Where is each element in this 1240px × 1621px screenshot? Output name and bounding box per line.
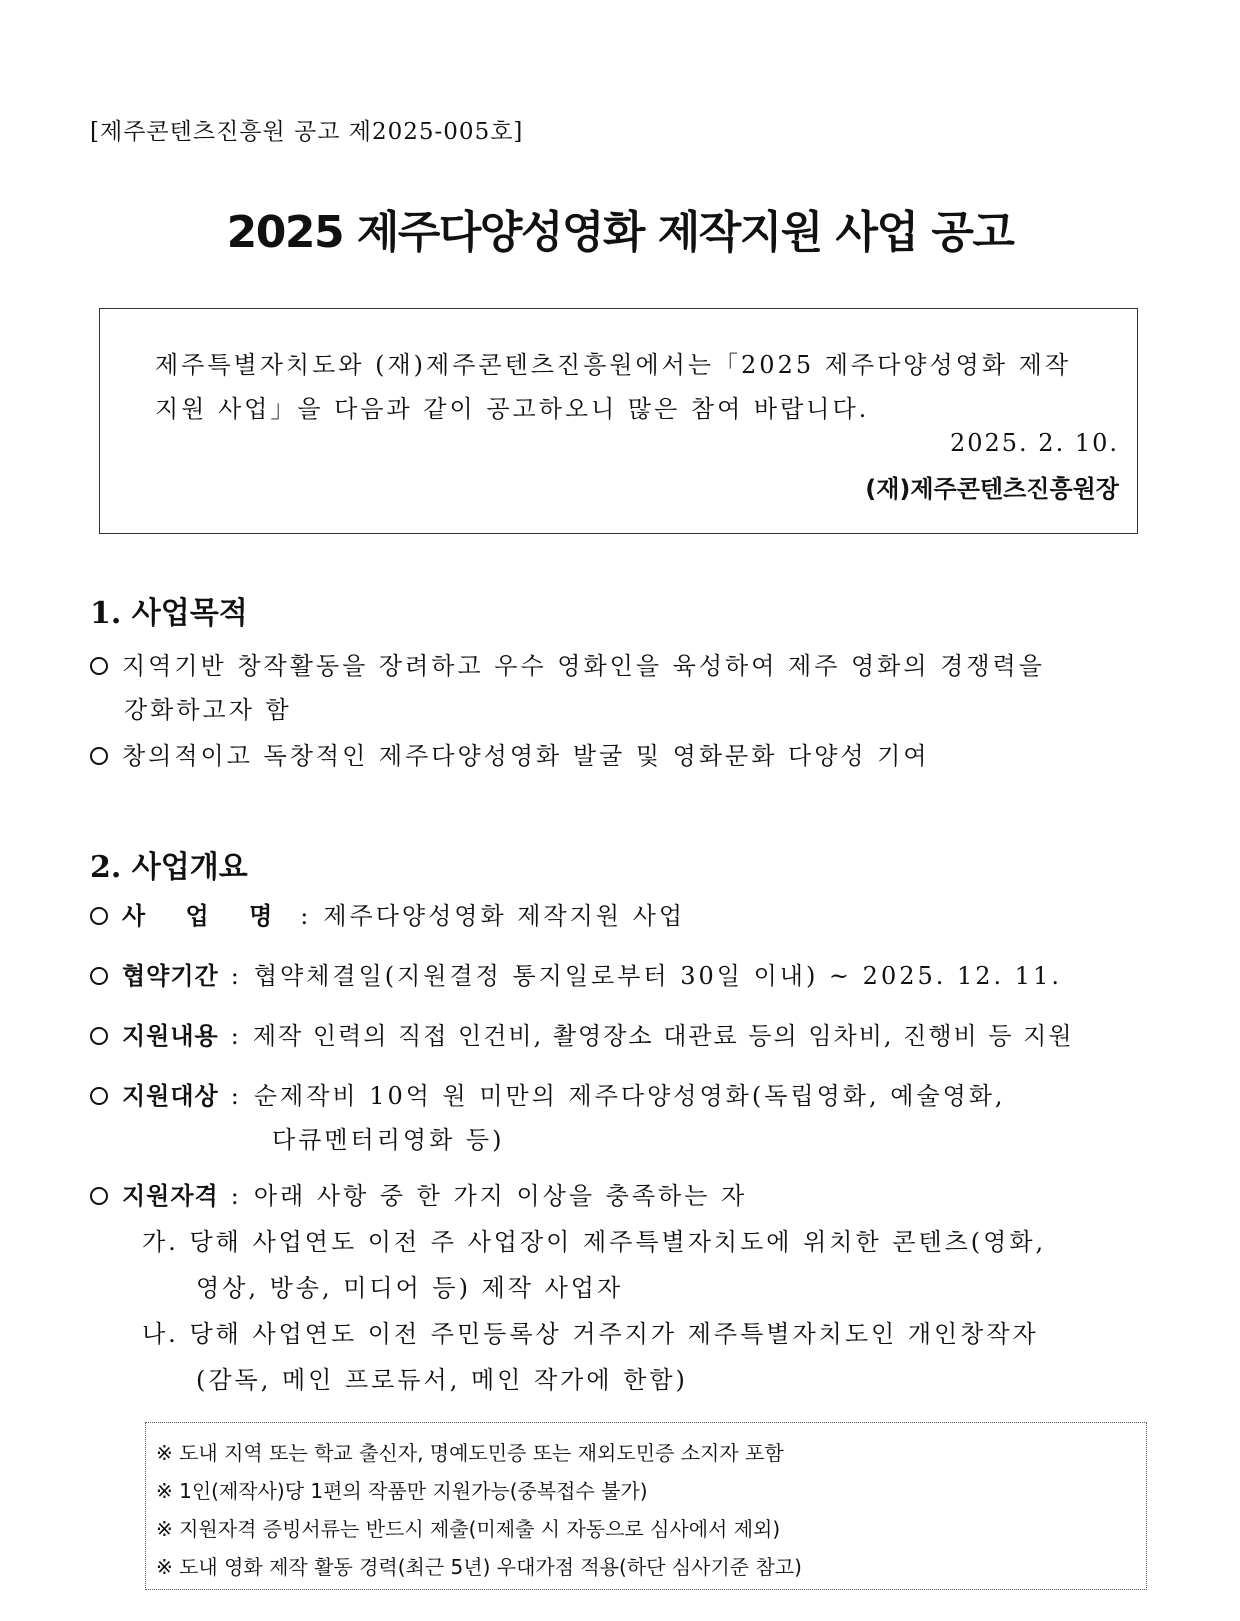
purpose-item-2-line1: 창의적이고 독창적인 제주다양성영화 발굴 및 영화문화 다양성 기여 <box>122 742 930 770</box>
intro-date: 2025. 2. 10. <box>949 429 1119 457</box>
section-1-heading: 1. 사업목적 <box>90 596 248 631</box>
circle-bullet-icon <box>90 967 108 985</box>
intro-signature: (재)제주콘텐츠진흥원장 <box>865 475 1119 503</box>
circle-bullet-icon <box>90 1027 108 1045</box>
overview-item-target: 지원대상 : 순제작비 10억 원 미만의 제주다양성영화(독립영화, 예술영화, <box>90 1076 1006 1111</box>
overview-label: 지원자격 <box>122 1182 219 1210</box>
eligibility-b-line1: 나. 당해 사업연도 이전 주민등록상 거주지가 제주특별자치도인 개인창작자 <box>142 1320 1039 1348</box>
note-item: ※ 도내 영화 제작 활동 경력(최근 5년) 우대가점 적용(하단 심사기준 참고) <box>156 1555 802 1579</box>
circle-bullet-icon <box>90 907 108 925</box>
overview-item-period: 협약기간 : 협약체결일(지원결정 통지일로부터 30일 이내) ~ 2025. 12. 11. <box>90 956 1062 991</box>
overview-label: 협약기간 <box>122 962 219 990</box>
circle-bullet-icon <box>90 1087 108 1105</box>
note-item: ※ 1인(제작사)당 1편의 작품만 지원가능(중복접수 불가) <box>156 1479 648 1503</box>
notice-number: [제주콘텐츠진흥원 공고 제2025-005호] <box>90 119 524 145</box>
overview-item-content: 지원내용 : 제작 인력의 직접 인건비, 촬영장소 대관료 등의 임차비, 진행비 등 지원 <box>90 1016 1074 1051</box>
note-item: ※ 도내 지역 또는 학교 출신자, 명예도민증 또는 재외도민증 소지자 포함 <box>156 1441 784 1465</box>
overview-item-name: 사 업 명 : 제주다양성영화 제작지원 사업 <box>90 896 685 931</box>
overview-label: 사 업 명 <box>122 902 289 930</box>
document-title: 2025 제주다양성영화 제작지원 사업 공고 <box>226 207 1014 258</box>
eligibility-a-line1: 가. 당해 사업연도 이전 주 사업장이 제주특별자치도에 위치한 콘텐츠(영화, <box>142 1228 1047 1256</box>
eligibility-a-line2: 영상, 방송, 미디어 등) 제작 사업자 <box>196 1274 624 1302</box>
intro-box <box>99 308 1138 534</box>
overview-value: 아래 사항 중 한 가지 이상을 충족하는 자 <box>253 1182 748 1210</box>
purpose-item-2 <box>90 736 930 771</box>
overview-item-eligibility: 지원자격 : 아래 사항 중 한 가지 이상을 충족하는 자 <box>90 1176 747 1211</box>
notes-box <box>145 1422 1147 1590</box>
overview-value: 협약체결일(지원결정 통지일로부터 30일 이내) ~ 2025. 12. 11. <box>253 962 1062 990</box>
circle-bullet-icon <box>90 747 108 765</box>
overview-label: 지원내용 <box>122 1022 219 1050</box>
overview-value: 순제작비 10억 원 미만의 제주다양성영화(독립영화, 예술영화, <box>253 1082 1006 1110</box>
purpose-item-1-line1: 지역기반 창작활동을 장려하고 우수 영화인을 육성하여 제주 영화의 경쟁력을 <box>122 652 1045 680</box>
overview-value: 제주다양성영화 제작지원 사업 <box>323 902 686 930</box>
purpose-item-1-line2: 강화하고자 함 <box>124 696 292 724</box>
overview-value: 제작 인력의 직접 인건비, 촬영장소 대관료 등의 임차비, 진행비 등 지원 <box>252 1022 1074 1050</box>
circle-bullet-icon <box>90 1187 108 1205</box>
section-2-heading: 2. 사업개요 <box>90 850 248 885</box>
circle-bullet-icon <box>90 657 108 675</box>
purpose-item-1 <box>90 646 1045 681</box>
note-item: ※ 지원자격 증빙서류는 반드시 제출(미제출 시 자동으로 심사에서 제외) <box>156 1517 781 1541</box>
overview-target-line2: 다큐멘터리영화 등) <box>272 1126 505 1154</box>
intro-line-2: 지원 사업」을 다음과 같이 공고하오니 많은 참여 바랍니다. <box>155 395 870 423</box>
overview-label: 지원대상 <box>122 1082 219 1110</box>
intro-line-1: 제주특별자치도와 (재)제주콘텐츠진흥원에서는「2025 제주다양성영화 제작 <box>155 351 1072 379</box>
eligibility-b-line2: (감독, 메인 프로듀서, 메인 작가에 한함) <box>196 1366 688 1394</box>
